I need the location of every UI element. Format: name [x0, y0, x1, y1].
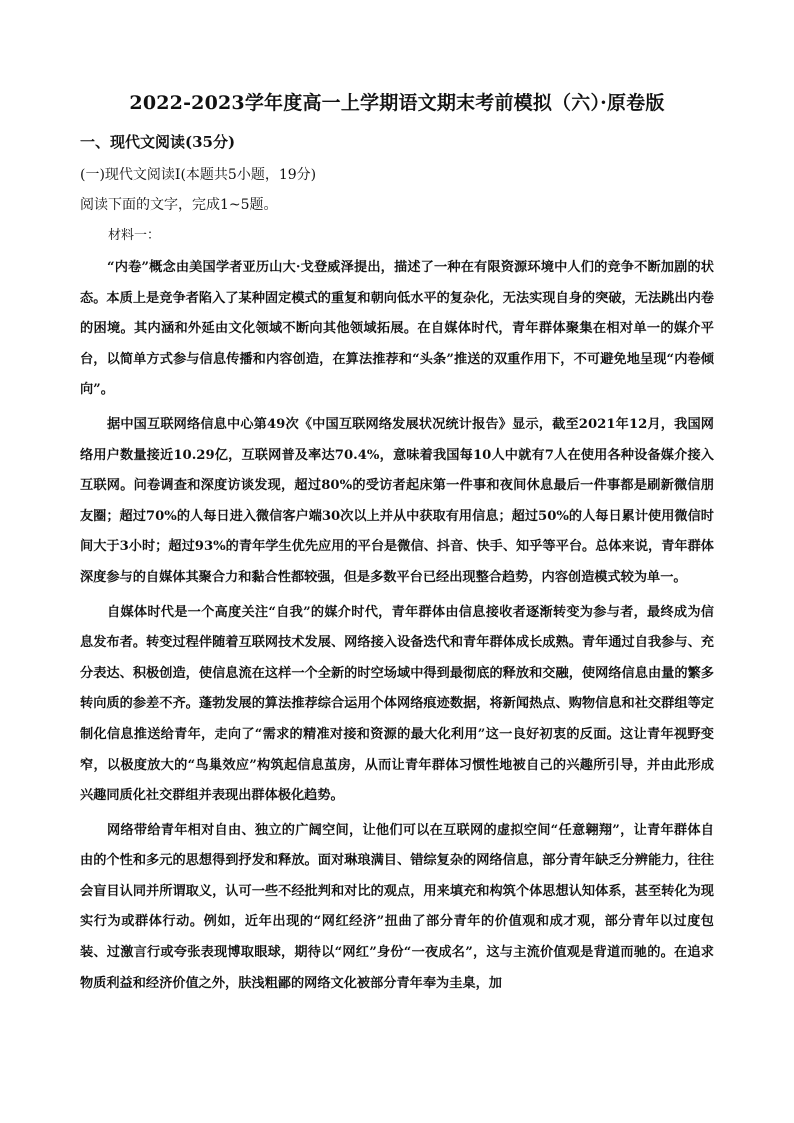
paragraph-3: 自媒体时代是一个高度关注“自我”的媒介时代，青年群体由信息接收者逐渐转变为参与者，最终成为信息发布者。转变过程伴随着互联网技术发展、网络接入设备迭代和青年群体成长成熟。青年通过自我参与、充分表达、积极创造，使信息流在这样一个全新的时空场域中得到最彻底的释放和交融，使网络信息由量的繁多转向质的参差不齐。蓬勃发展的算法推荐综合运用个体网络痕迹数据，将新闻热点、购物信息和社交群组等定制化信息推送给青年，走向了“需求的精准对接和资源的最大化利用”这一良好初衷的反面。这让青年视野变窄，以极度放大的“鸟巢效应”构筑起信息茧房，从而让青年群体习惯性地被自己的兴趣所引导，并由此形成兴趣同质化社交群组并表现出群体极化趋势。	[80, 604, 714, 804]
paragraph-1: “内卷”概念由美国学者亚历山大·戈登威泽提出，描述了一种在有限资源环境中人们的竞争不断加剧的状态。本质上是竞争者陷入了某种固定模式的重复和朝向低水平的复杂化，无法实现自身的突破，无法跳出内卷的困境。其内涵和外延由文化领域不断向其他领域拓展。在自媒体时代，青年群体聚集在相对单一的媒介平台，以简单方式参与信息传播和内容创造，在算法推荐和“头条”推送的双重作用下，不可避免地呈现“内卷倾向”。	[80, 260, 714, 398]
section-heading: 一、现代文阅读(35分)	[80, 133, 236, 151]
paragraph-2: 据中国互联网络信息中心第49次《中国互联网络发展状况统计报告》显示，截至2021年12月，我国网络用户数量接近10.29亿，互联网普及率达70.4%，意味着我国每10人中就有7人在使用各种设备媒介接入互联网。问卷调查和深度访谈发现，超过80%的受访者起床第一件事和夜间休息最后一件事都是刷新微信朋友圈；超过70%的人每日进入微信客户端30次以上并从中获取有用信息；超过50%的人每日累计使用微信时间大于3小时；超过93%的青年学生优先应用的平台是微信、抖音、快手、知乎等平台。总体来说，青年群体深度参与的自媒体其聚合力和黏合性都较强，但是多数平台已经出现整合趋势，内容创造模式较为单一。	[80, 416, 714, 585]
document-title: 2022-2023学年度高一上学期语文期末考前模拟（六）·原卷版	[129, 92, 665, 114]
material-label: 材料一：	[108, 228, 161, 243]
paragraph-4: 网络带给青年相对自由、独立的广阔空间，让他们可以在互联网的虚拟空间“任意翱翔”，让青年群体自由的个性和多元的思想得到抒发和释放。面对琳琅满目、错综复杂的网络信息，部分青年缺乏分辨能力，往往会盲目认同并所谓取义，认可一些不经批判和对比的观点，用来填充和构筑个体思想认知体系，甚至转化为现实行为或群体行动。例如，近年出现的“网红经济”扭曲了部分青年的价值观和成才观，部分青年以过度包装、过激言行或夸张表现博取眼球，期待以“网红”身份“一夜成名”，这与主流价值观是背道而驰的。在追求物质利益和经济价值之外，肤浅粗鄙的网络文化被部分青年奉为圭臬，加	[80, 822, 714, 991]
instruction-text: 阅读下面的文字，完成1~5题。	[80, 197, 278, 213]
sub-heading: (一)现代文阅读I(本题共5小题，19分)	[80, 167, 317, 183]
